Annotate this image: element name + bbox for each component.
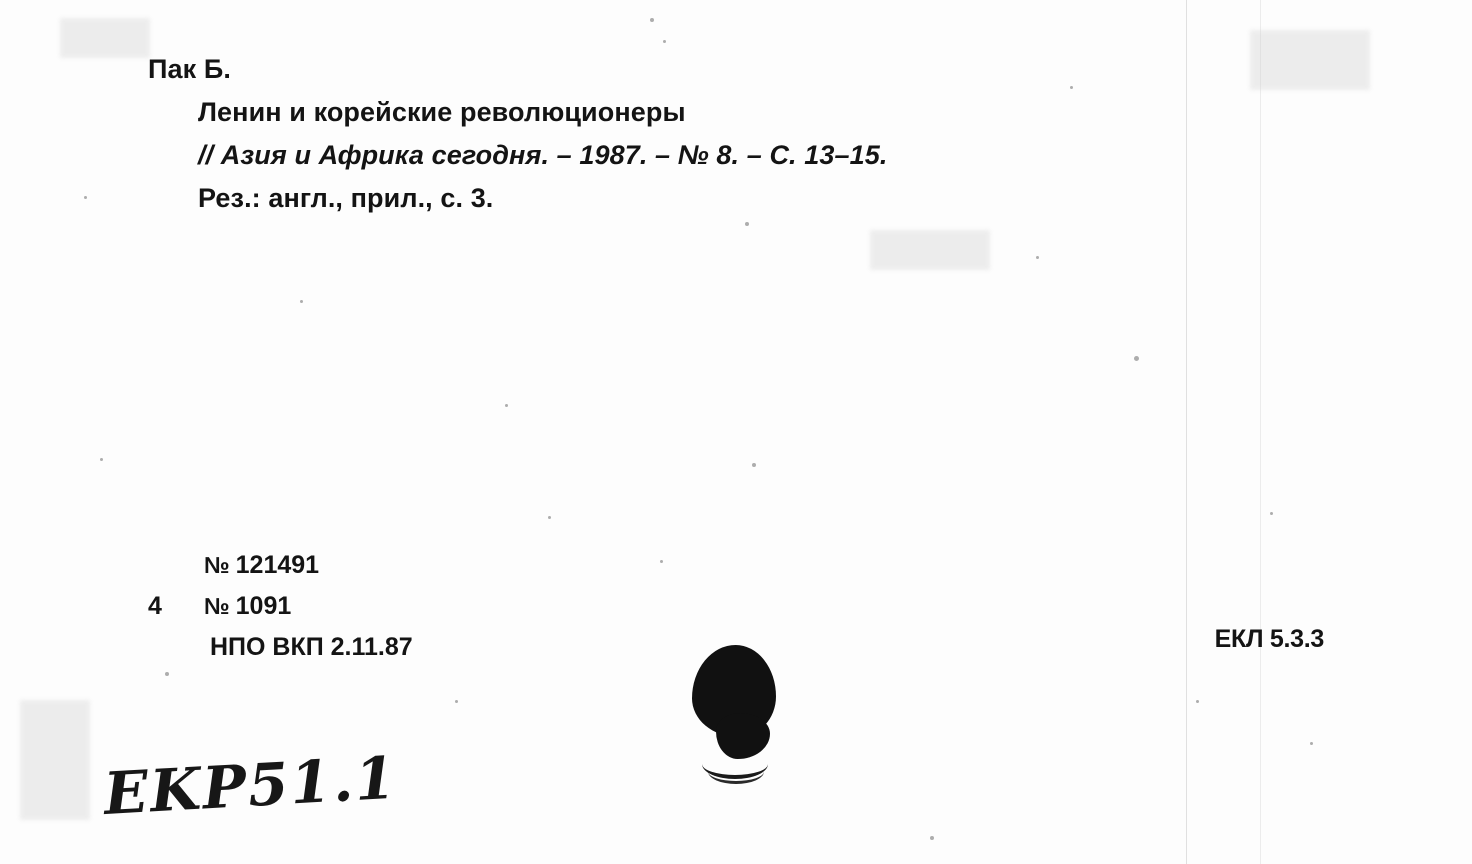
scan-speckle [930,836,934,840]
ink-blot-stroke [702,749,768,779]
accession-number: 121491 [235,551,320,579]
scan-artifact-line [1260,0,1261,864]
scan-speckle [752,463,756,467]
scan-smudge [60,18,150,58]
classification-code: ЕКЛ 5.3.3 [1214,625,1324,653]
scan-speckle [663,40,666,43]
accession-row [148,586,668,627]
ink-blot-tail [716,713,770,759]
numero-sign-icon: № [204,593,230,619]
accession-row [148,545,668,586]
scan-speckle [1310,742,1313,745]
accession-row-prefix: 4 [148,592,162,620]
scan-speckle [745,222,749,226]
scan-speckle [165,672,169,676]
scan-speckle [455,700,458,703]
ink-blot-icon [686,645,796,780]
scan-speckle [1270,512,1273,515]
scan-speckle [650,18,654,22]
scan-speckle [84,196,87,199]
ink-blot-body [692,645,776,737]
scan-speckle [100,458,103,461]
scan-speckle [505,404,508,407]
record-author: Пак Б. [148,54,231,84]
scan-smudge [20,700,90,820]
scan-speckle [548,516,551,519]
accession-org-date: НПО ВКП 2.11.87 [210,633,413,661]
scan-speckle [300,300,303,303]
accession-row [148,627,668,668]
accession-block [148,545,668,668]
scan-smudge [1250,30,1370,90]
handwritten-annotation: EKP51.1 [102,743,399,828]
record-title: Ленин и корейские революционеры [198,97,686,127]
scan-speckle [1134,356,1139,361]
scan-speckle [1196,700,1199,703]
accession-number: 1091 [235,592,292,620]
scan-smudge [870,230,990,270]
record-note: Рез.: англ., прил., с. 3. [198,183,494,213]
record-source: // Азия и Африка сегодня. – 1987. – № 8. – С. 13–15. [198,140,888,170]
numero-sign-icon: № [204,552,230,578]
bibliographic-record [148,48,1198,220]
scan-speckle [1036,256,1039,259]
ink-blot-stroke [708,759,764,784]
